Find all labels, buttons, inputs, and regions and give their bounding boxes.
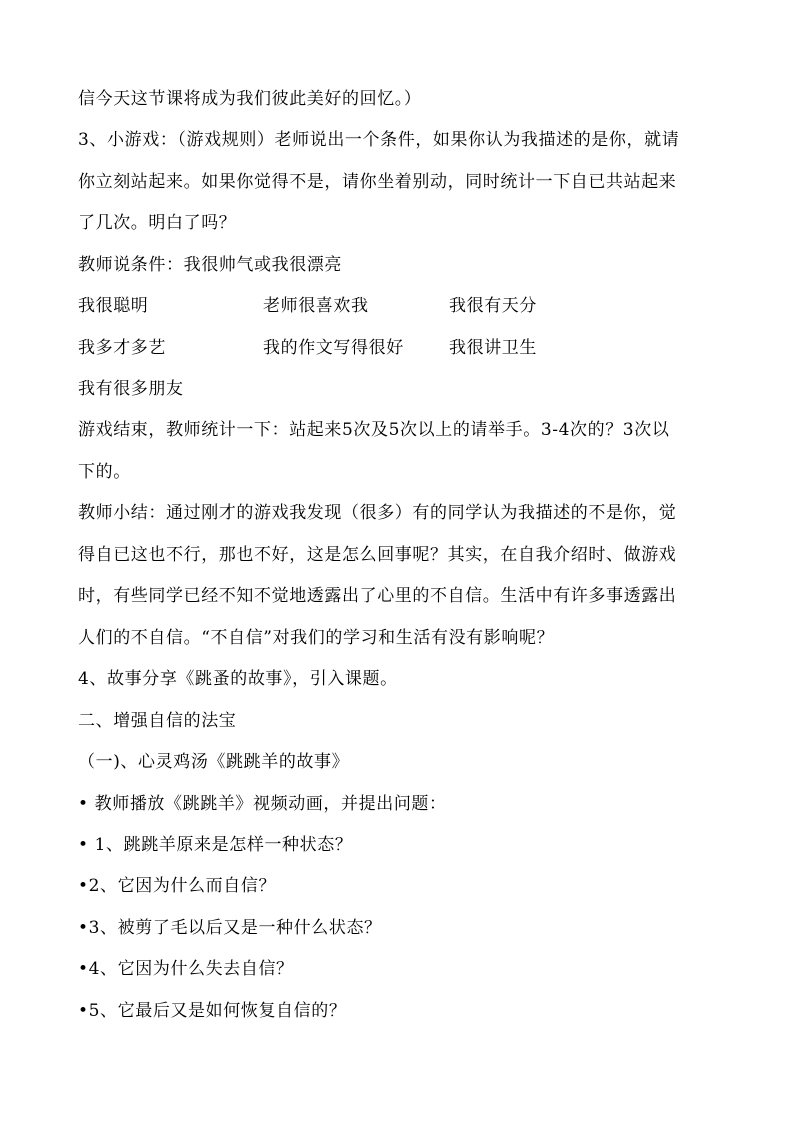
subsection-heading: （一)、心灵鸡汤《跳跳羊的故事》 — [78, 752, 350, 772]
condition-item: 我多才多艺 — [78, 338, 166, 358]
bullet-item: •2、它因为什么而自信？ — [78, 876, 277, 896]
bullet-item: •5、它最后又是如何恢复自信的？ — [78, 1001, 347, 1021]
paragraph-line: 人们的不自信。“不自信”对我们的学习和生活有没有影响呢？ — [78, 628, 555, 648]
paragraph-line: 你立刻站起来。如果你觉得不是，请你坐着别动，同时统计一下自已共站起来 — [78, 172, 677, 192]
condition-item: 我很讲卫生 — [449, 338, 537, 358]
condition-item: 我很聪明 — [78, 296, 149, 316]
condition-item: 我很有天分 — [449, 296, 537, 316]
paragraph-line: 教师说条件：我很帅气或我很漂亮 — [78, 255, 342, 275]
bullet-item: • 教师播放《跳跳羊》视频动画，并提出问题： — [78, 794, 447, 814]
paragraph-line: 了几次。明白了吗？ — [78, 213, 237, 233]
paragraph-line: 信今天这节课将成为我们彼此美好的回忆。） — [78, 89, 422, 109]
condition-item: 我有很多朋友 — [78, 379, 184, 399]
paragraph-line: 教师小结：通过刚才的游戏我发现（很多）有的同学认为我描述的不是你，觉 — [78, 503, 677, 523]
paragraph-line: 游戏结束，教师统计一下：站起来5次及5次以上的请举手。3-4次的？3次以 — [78, 420, 670, 440]
paragraph-line: 3、小游戏：（游戏规则）老师说出一个条件，如果你认为我描述的是你，就请 — [78, 130, 680, 150]
paragraph-line: 下的。 — [78, 462, 131, 482]
bullet-item: •3、被剪了毛以后又是一种什么状态？ — [78, 918, 382, 938]
bullet-item: •4、它因为什么失去自信？ — [78, 959, 294, 979]
section-heading: 二、增强自信的法宝 — [78, 711, 237, 731]
condition-item: 老师很喜欢我 — [263, 296, 369, 316]
paragraph-line: 4、故事分享《跳蚤的故事》，引入课题。 — [78, 669, 398, 689]
bullet-item: • 1、跳跳羊原来是怎样一种状态？ — [78, 835, 353, 855]
paragraph-line: 时，有些同学已经不知不觉地透露出了心里的不自信。生活中有许多事透露出 — [78, 586, 677, 606]
condition-item: 我的作文写得很好 — [263, 338, 404, 358]
paragraph-line: 得自已这也不行，那也不好，这是怎么回事呢？其实，在自我介绍时、做游戏 — [78, 545, 677, 565]
